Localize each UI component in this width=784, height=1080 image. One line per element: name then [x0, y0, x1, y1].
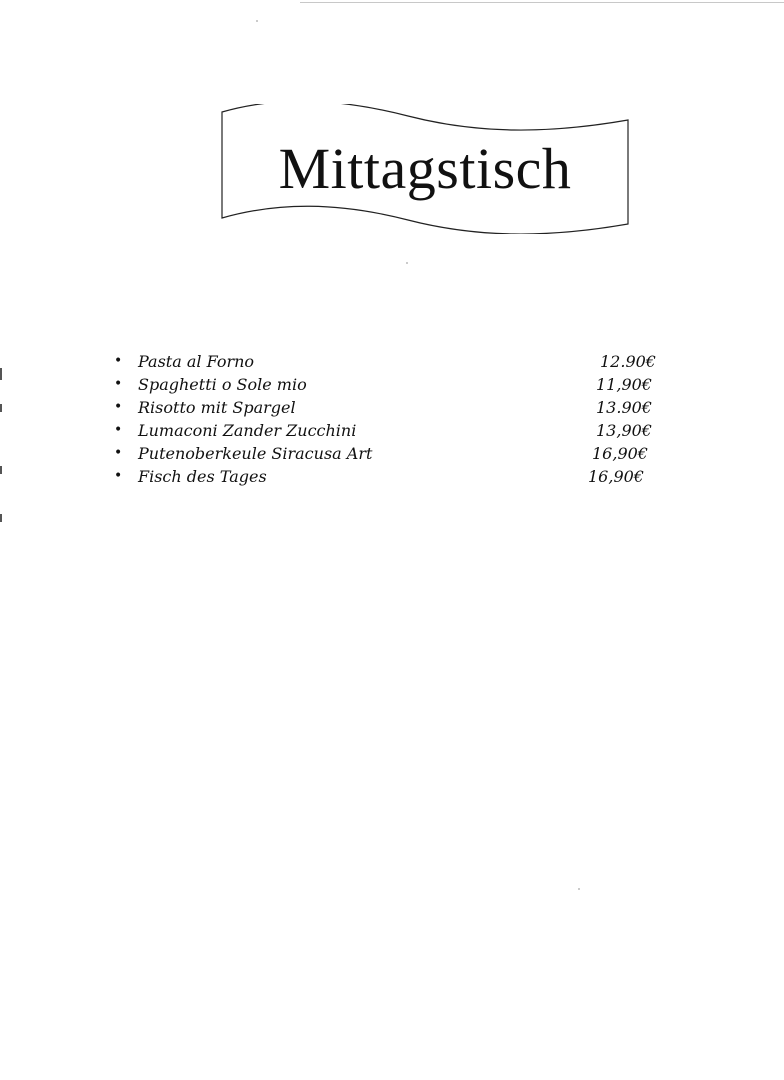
scan-speck	[406, 262, 408, 264]
menu-item-name: Putenoberkeule Siracusa Art	[138, 444, 373, 463]
menu-item	[110, 373, 670, 396]
menu-list	[110, 350, 670, 488]
bullet-icon: •	[114, 399, 123, 415]
bullet-icon: •	[114, 422, 123, 438]
page-title: Mittagstisch	[278, 136, 572, 201]
menu-item	[110, 442, 670, 465]
bullet-icon: •	[114, 376, 123, 392]
menu-item-price: 12.90€	[600, 352, 656, 371]
menu-item-name: Pasta al Forno	[138, 352, 255, 371]
menu-item-price: 13.90€	[596, 398, 652, 417]
bullet-icon: •	[114, 353, 123, 369]
menu-item	[110, 396, 670, 419]
menu-item-name: Risotto mit Spargel	[138, 398, 296, 417]
bullet-icon: •	[114, 468, 123, 484]
scan-edge-mark	[0, 368, 2, 380]
menu-item	[110, 350, 670, 373]
menu-item-name: Fisch des Tages	[138, 467, 267, 486]
menu-item	[110, 465, 670, 488]
scan-speck	[256, 20, 258, 22]
bullet-icon: •	[114, 445, 123, 461]
scan-edge-mark	[0, 514, 2, 522]
title-banner	[218, 104, 632, 234]
scan-edge-line	[300, 2, 784, 3]
menu-item-price: 16,90€	[588, 467, 644, 486]
menu-item-name: Lumaconi Zander Zucchini	[138, 421, 357, 440]
scan-edge-mark	[0, 404, 2, 412]
scan-speck	[578, 888, 580, 890]
menu-item-price: 16,90€	[592, 444, 648, 463]
menu-item-name: Spaghetti o Sole mio	[138, 375, 307, 394]
menu-item-price: 13,90€	[596, 421, 652, 440]
menu-item	[110, 419, 670, 442]
menu-item-price: 11,90€	[596, 375, 652, 394]
scan-edge-mark	[0, 466, 2, 474]
